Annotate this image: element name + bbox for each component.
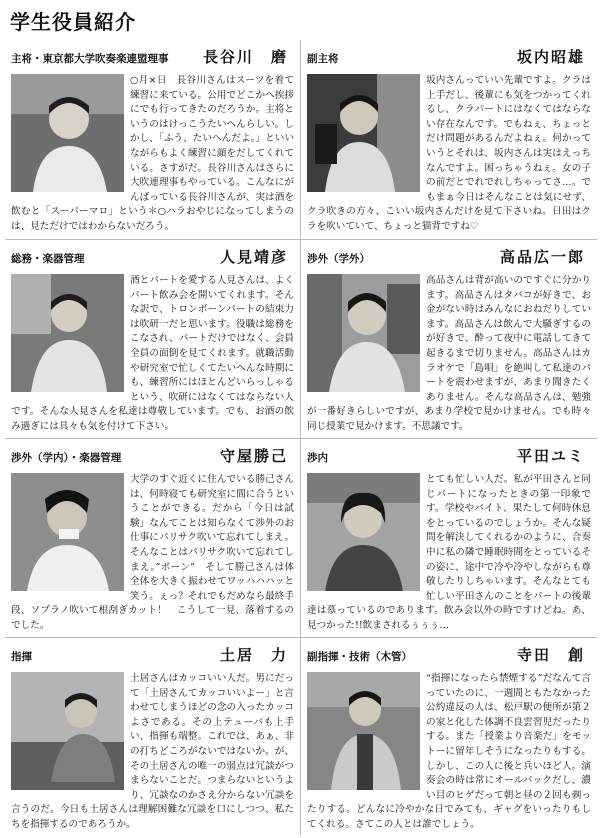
member-name: 人見靖彦 [219,248,288,266]
member-photo [307,473,420,591]
member-role: 副指揮・技術（木管） [307,651,412,663]
member-text: 酒とパートを愛する人見さんは、よくパート飲み会を開いてくれます。そんな訳で、トロンボーンパートの結束力は吹研一だと思います。役職は総務をこなされ、パートだけではなく、会員全員の面倒を見てくれます。就職活動や研究室で忙しくてたいへんな時期にも、練習所にはほとんどいらっしゃるという、吹研にはなくてはならない人です。そんな人見さんを私達は尊敬しています。でも、お酒の飲み過ぎには具々も気を付けて下さい。 [11,275,294,432]
member-role: 渉内 [307,452,328,464]
member-name: 平田ユミ [516,447,585,465]
member-photo [307,74,420,192]
member-photo [11,473,124,591]
member-name: 長谷川 磨 [202,48,288,66]
member-text: 高品さんは背が高いのですぐに分かります。高品さんはタバコが好きで、お金がない時はみんなにおねだりしています。高品さんは飲んで大騒ぎするのが好きで、酔って夜中に電話してきて起きるまで切りません。高品さんはカラオケで「島唄」を絶叫して私達のパートを震わせますが、あまり聞きたくありません。そんな高品さんは、勉強が一番好きらしいですが、あまり学校で見かけません。でも時々同じ授業で見かけます。不思議です。 [307,275,591,432]
member-text: 坂内さんっていい先輩ですよ。クラは上手だし、後輩にも気をつかってくれるし、クラパートにはなくてはならない存在なんです。でもねぇ、ちょっとだけ問題があるんだよねぇ。何かっていうとそれは、坂内さんは実はえっちなんですよ。困っちゃうねぇ。女の子の前だとでれでれしちゃってさ…。でもまぁ今日はそんなことは気にせず、クラ吹きの方々、こいい坂内さんだけを見て下さいね。日田はクラを吹いていて、ちょっと猫背ですね♡ [307,75,591,232]
member-text: ○月×日 長谷川さんはスーツを着て練習に来ている。公用でどこかへ挨拶にでも行ってきたのだろうか。主将というのはけっこうたいへんらしい。しかし、「ふう、たいへんだよ。」といいながらもよく練習に顔をだしてくれている。さすがだ。長谷川さんはさらに大吹連理事もやっている。こんなにがんばっている長谷川さんが、実は酒を飲むと「スーパーマロ」という＊○ハラおやじになってしまうのは、見ただけではわからないだろう。 [11,75,294,232]
member-name: 坂内昭雄 [516,48,585,66]
member-photo [11,274,124,392]
member-photo [11,672,124,790]
member-text: 大学のすぐ近くに住んでいる勝己さんは、何時寝ても研究室に間に合うということができる。だから「今日は試験」なんてことは知らなくて渉外のお仕事にパリサク吹いて忘れてしまえ。そんなことはパリサク吹いて忘れてしまえ。”ポーン” そして勝己さんは体全体を大きく振わせてワッハハハッと笑う。ぇっ？それでもだめなら最終手段、ソプラノ吹いて根刮ぎカット！ こうして一見、落着するのでした。 [11,474,294,631]
member-text: “指揮になったら禁煙する”だなんて言っていたのに、一週間ともたなかった公約違反の人は、松戸駅の便所が第２の家と化した体調不良雲習児だったりする。また「授業より音楽だ」をモットーに留年しそうになったりもする。しかし、この人に後と兵いほど人。演奏会の時は常にオールバックだし、濃い目のヒゲだって朝と昼の２回も剃ったりする。どんなに冷やかな日でみても、ギャグをいったりもしてくれる。さてこの人とは誰でしょう。 [307,673,591,830]
member-name: 土居 力 [219,646,288,664]
member-name: 高品広一郎 [499,248,585,266]
member-card [301,40,597,239]
member-text: とても忙しい人だ。私が平田さんと同じパートになったときの第一印象です。学校やバイト、果たして何時休息をとっているのでしょうか。そんな疑問を解決してくれるかのように、合奏中に私の隣で睡眠時間をとっているその姿に、途中で冷や冷やしながらも尊敬したりしちゃいます。そんなとても忙しい平田さんのことをパートの後輩達は慕っているのであります。飲み会以外の時ですけどね。あ、見つかった!!飲まされるぅぅぅ… [307,474,591,631]
member-role: 主将・東京都大学吹奏楽連盟理事 [11,53,169,65]
member-role: 渉外（学内）・楽器管理 [11,452,122,464]
member-text: 土居さんはカッコいい人だ。男にだって「土居さんてカッコいいよー」と言わせてしまうほどの念の入ったカッコよさである。その上テューバも上手い、指揮も端整。これでは、あぁ、非の打ちどころがないではないか。が、その土居さんの唯一の弱点は冗談がつまらないことだ。つまらないというより、冗談なのかさえ分からない冗談を言うのだ。今日も土居さんは理解困難な冗談を口にしつつ、私たちを指揮するのであろうか。 [11,673,294,830]
member-name: 寺田 創 [516,646,585,664]
member-card [5,40,301,239]
page-title: 学生役員紹介 [10,10,136,34]
member-role: 副主将 [307,53,339,65]
member-card [301,637,597,836]
member-photo [11,74,124,192]
member-grid [5,40,597,836]
member-card [5,239,301,438]
member-card [301,239,597,438]
member-role: 指揮 [11,651,32,663]
member-card [5,438,301,637]
member-card [5,637,301,836]
member-name: 守屋勝己 [219,447,288,465]
member-role: 総務・楽器管理 [11,253,85,265]
member-card [301,438,597,637]
member-photo [307,672,420,790]
member-photo [307,274,420,392]
member-role: 渉外（学外） [307,253,370,265]
